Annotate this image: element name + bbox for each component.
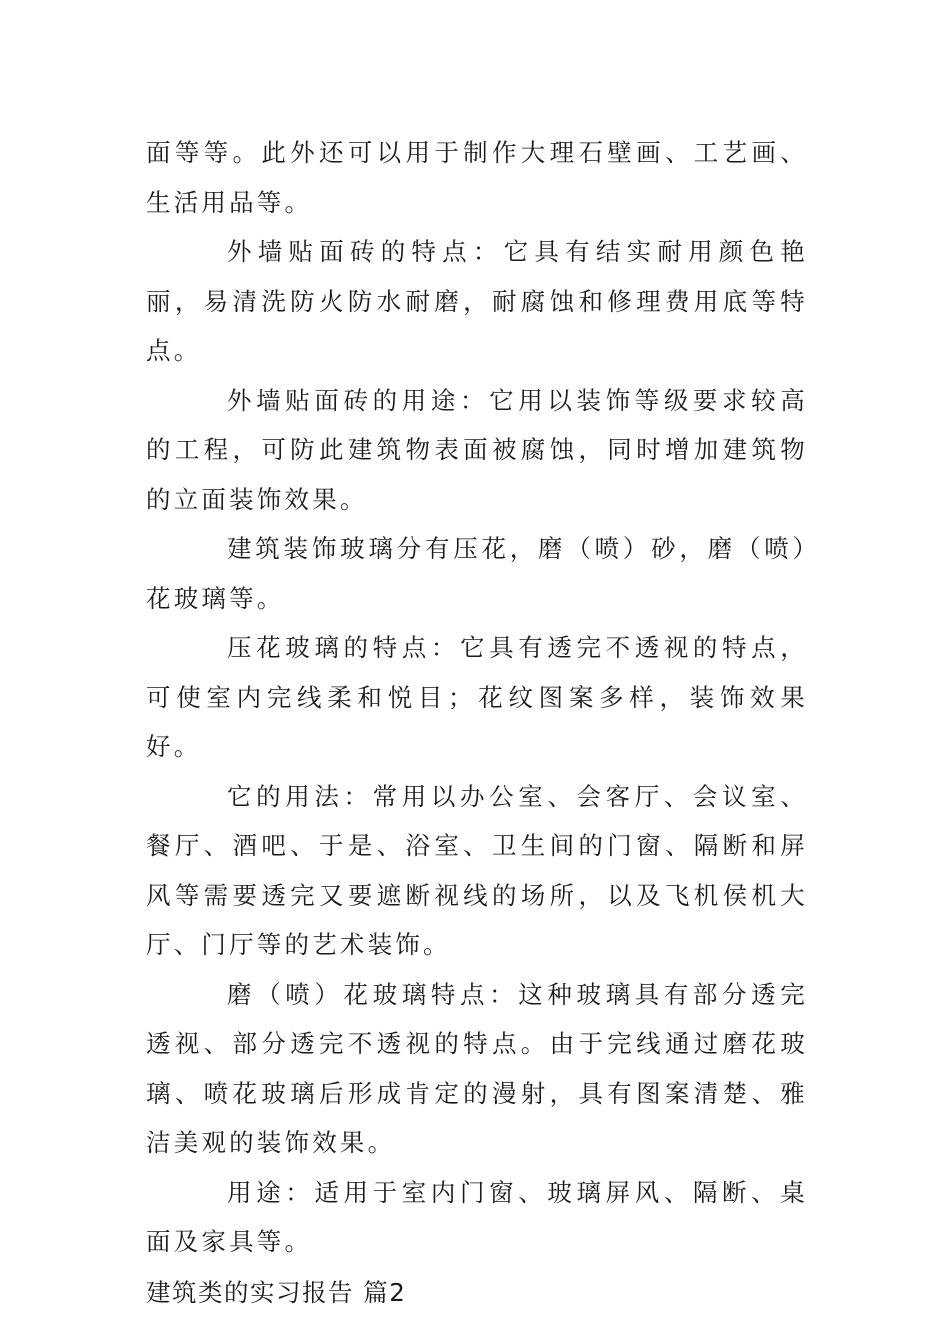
document-body [146,128,808,1317]
paragraph-8: 用途：适用于室内门窗、玻璃屏风、隔断、桌面及家具等。 [146,1177,808,1256]
paragraph-1: 面等等。此外还可以用于制作大理石壁画、工艺画、生活用品等。 [146,138,808,217]
section-heading: 建筑类的实习报告 篇2 [146,1277,407,1307]
paragraph-2: 外墙贴面砖的特点：它具有结实耐用颜色艳丽，易清洗防火防水耐磨，耐腐蚀和修理费用底等特点。 [146,237,808,365]
paragraph-6: 它的用法：常用以办公室、会客厅、会议室、餐厅、酒吧、于是、浴室、卫生间的门窗、隔断和屏风等需要透完又要遮断视线的场所，以及飞机侯机大厅、门厅等的艺术装饰。 [146,781,808,959]
paragraph-4: 建筑装饰玻璃分有压花，磨（喷）砂，磨（喷）花玻璃等。 [146,534,808,613]
paragraph-7: 磨（喷）花玻璃特点：这种玻璃具有部分透完透视、部分透完不透视的特点。由于完线通过磨花玻璃、喷花玻璃后形成肯定的漫射，具有图案清楚、雅洁美观的装饰效果。 [146,979,808,1157]
paragraph-3: 外墙贴面砖的用途：它用以装饰等级要求较高的工程，可防此建筑物表面被腐蚀，同时增加建筑物的立面装饰效果。 [146,385,808,514]
paragraph-5: 压花玻璃的特点：它具有透完不透视的特点，可使室内完线柔和悦目；花纹图案多样，装饰效果好。 [146,633,808,761]
